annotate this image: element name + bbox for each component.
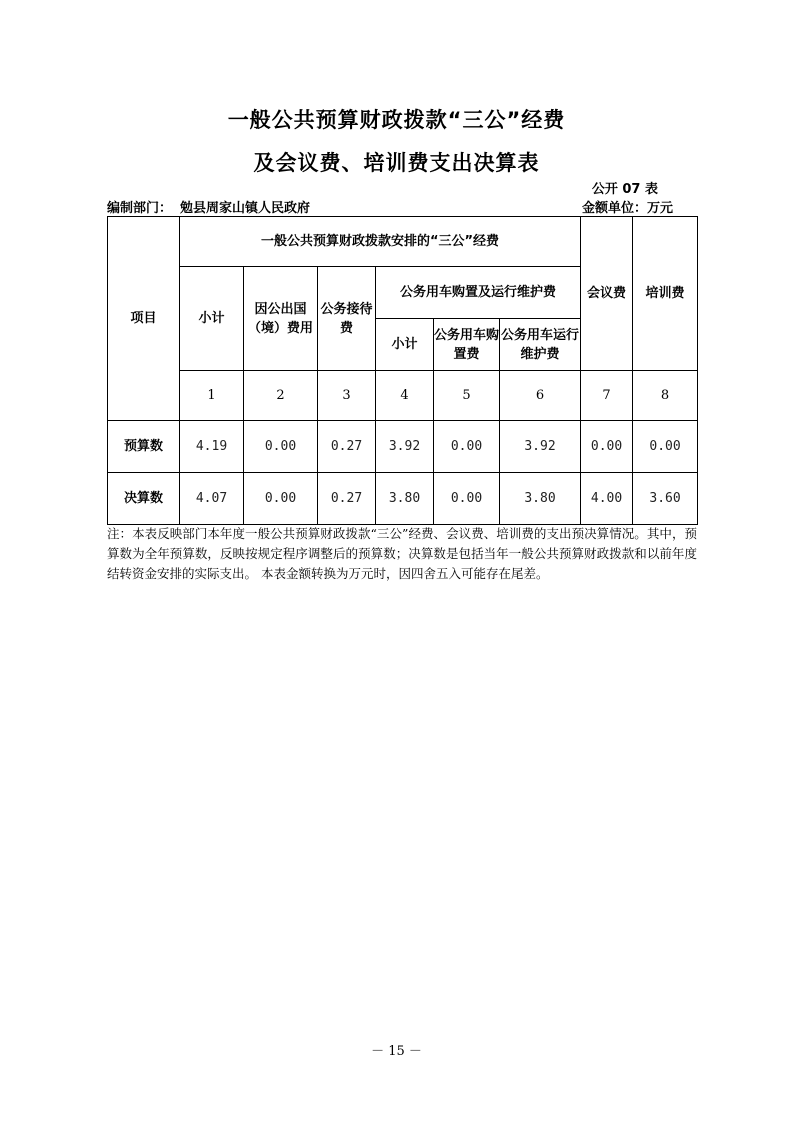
header-abroad: 因公出国（境）费用 xyxy=(244,267,318,371)
table-row-final xyxy=(108,473,698,525)
table-cell: 0.00 xyxy=(244,421,318,473)
header-training: 培训费 xyxy=(633,217,698,371)
header-meeting: 会议费 xyxy=(581,217,633,371)
table-cell: 0.00 xyxy=(434,421,500,473)
department-label: 编制部门： xyxy=(107,201,173,216)
col-index: 4 xyxy=(376,371,434,421)
table-cell: 3.92 xyxy=(500,421,581,473)
col-index: 7 xyxy=(581,371,633,421)
table-cell: 4.19 xyxy=(180,421,244,473)
table-cell: 3.80 xyxy=(376,473,434,525)
col-index: 6 xyxy=(500,371,581,421)
table-note: 注：本表反映部门本年度一般公共预算财政拨款“三公”经费、会议费、培训费的支出预决算情况。其中，预算数为全年预算数，反映按规定程序调整后的预算数；决算数是包括当年一般公共预算财政拨款和以前年度结转资金安排的实际支出。 本表金额转换为万元时，因四舍五入可能存在尾差。 xyxy=(107,526,697,581)
title-line-2: 及会议费、培训费支出决算表 xyxy=(253,151,540,175)
header-reception: 公务接待费 xyxy=(318,267,376,371)
header-vehicle-purchase: 公务用车购置费 xyxy=(434,319,500,371)
row-label: 决算数 xyxy=(108,473,180,525)
table-cell: 0.27 xyxy=(318,421,376,473)
header-sangong-group: 一般公共预算财政拨款安排的“三公”经费 xyxy=(180,217,581,267)
table-cell: 0.00 xyxy=(434,473,500,525)
table-cell: 4.07 xyxy=(180,473,244,525)
table-cell: 3.60 xyxy=(633,473,698,525)
col-index: 5 xyxy=(434,371,500,421)
header-item: 项目 xyxy=(108,217,180,421)
col-index: 3 xyxy=(318,371,376,421)
table-cell: 0.00 xyxy=(244,473,318,525)
header-vehicle-operation: 公务用车运行维护费 xyxy=(500,319,581,371)
table-row-budget xyxy=(108,421,698,473)
header-vehicle-subtotal: 小计 xyxy=(376,319,434,371)
row-label: 预算数 xyxy=(108,421,180,473)
table-cell: 0.00 xyxy=(633,421,698,473)
col-index: 2 xyxy=(244,371,318,421)
col-index: 8 xyxy=(633,371,698,421)
expenditure-table xyxy=(107,216,698,525)
department-name: 勉县周家山镇人民政府 xyxy=(180,201,311,216)
table-cell: 0.00 xyxy=(581,421,633,473)
form-number: 公开 07 表 xyxy=(591,182,658,197)
header-vehicle-group: 公务用车购置及运行维护费 xyxy=(376,267,581,319)
table-cell: 0.27 xyxy=(318,473,376,525)
table-cell: 4.00 xyxy=(581,473,633,525)
page-number: － 15 － xyxy=(371,1044,422,1059)
col-index: 1 xyxy=(180,371,244,421)
title-line-1: 一般公共预算财政拨款“三公”经费 xyxy=(227,108,566,132)
amount-unit-label: 金额单位：万元 xyxy=(581,201,673,216)
header-subtotal: 小计 xyxy=(180,267,244,371)
table-cell: 3.92 xyxy=(376,421,434,473)
table-cell: 3.80 xyxy=(500,473,581,525)
